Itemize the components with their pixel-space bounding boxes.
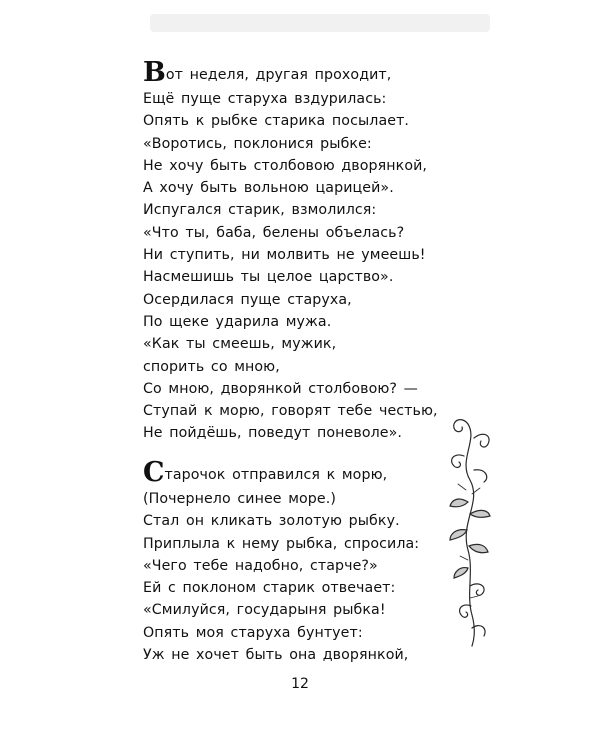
poem-line: Стал он кликать золотую рыбку.: [143, 513, 400, 530]
drop-cap-letter: С: [143, 457, 164, 488]
poem-line: (Почернело синее море.): [143, 491, 336, 507]
poem-line: По щеке ударила мужа.: [143, 313, 332, 330]
first-line-text: тарочок отправился к морю,: [164, 467, 388, 483]
stanza-2-first-line: [143, 457, 453, 488]
poem-line: Опять моя старуха бунтует:: [143, 624, 363, 641]
first-line-text: от неделя, другая проходит,: [165, 67, 392, 83]
poem-line: Со мною, дворянкой столбовою? —: [143, 380, 418, 397]
poem-line: Не хочу быть столбовою дворянкой,: [143, 157, 428, 174]
poem-line: «Смилуйся, государыня рыбка!: [143, 602, 386, 619]
poem-line: «Воротись, поклонися рыбке:: [143, 135, 372, 152]
faded-header-decoration: [150, 6, 490, 40]
poem-line: Насмешишь ты целое царство».: [143, 269, 394, 286]
poem-line: Опять к рыбке старика посылает.: [143, 113, 410, 130]
poem-line: Ни ступить, ни молвить не умеешь!: [143, 247, 426, 264]
stanza-1-first-line: [143, 57, 453, 88]
poem-line: А хочу быть вольною царицей».: [143, 180, 394, 197]
poem-line: «Что ты, баба, белены объелась?: [143, 224, 405, 241]
poem-line: Ей с поклоном старик отвечает:: [143, 580, 396, 597]
poem-line: Испугался старик, взмолился:: [143, 202, 377, 219]
poem-line: спорить со мною,: [143, 358, 280, 375]
poem-line: Ступай к морю, говорят тебе честью,: [143, 403, 438, 420]
poem-line: «Чего тебе надобно, старче?»: [143, 557, 378, 574]
poem-stanza-1: [143, 57, 453, 445]
stanza-2-lines: [143, 488, 453, 666]
drop-cap-letter: В: [143, 57, 165, 88]
poem-stanza-2: [143, 457, 453, 666]
vine-ornament-icon: [438, 410, 498, 650]
poem-line: Не пойдёшь, поведут поневоле».: [143, 425, 402, 442]
poem-line: Уж не хочет быть она дворянкой,: [143, 647, 409, 664]
poem-line: Осердилася пуще старуха,: [143, 291, 352, 308]
poem-line: Приплыла к нему рыбка, спросила:: [143, 535, 420, 552]
stanza-1-lines: [143, 88, 453, 445]
poem-line: «Как ты смеешь, мужик,: [143, 336, 337, 353]
page-number: 12: [291, 676, 309, 692]
poem-line: Ещё пуще старуха вздурилась:: [143, 91, 387, 107]
